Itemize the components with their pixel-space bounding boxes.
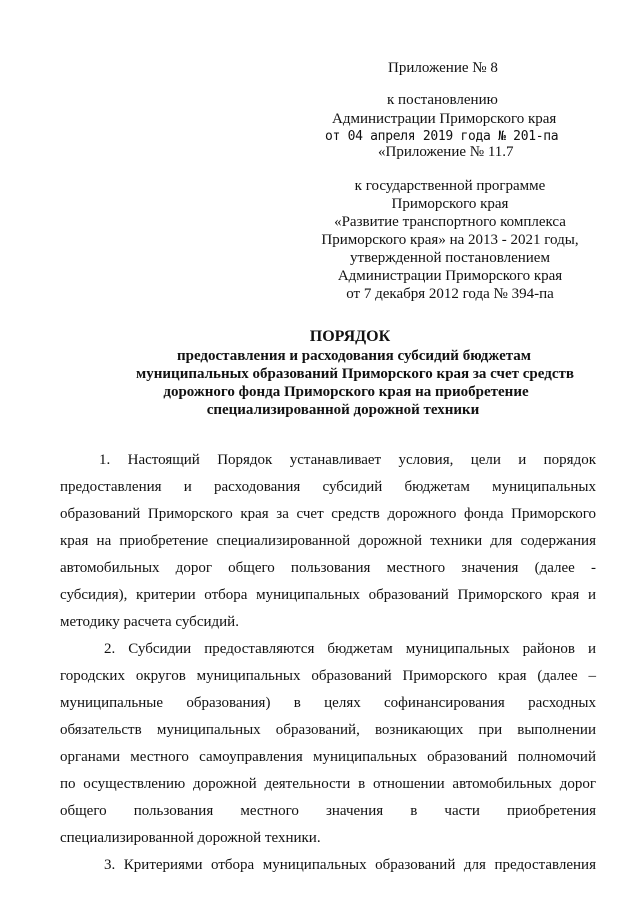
program-ref-line: «Развитие транспортного комплекса [334, 214, 566, 230]
date-stamp: от 04 апреля 2019 года № 201-па [325, 129, 559, 144]
document-title: ПОРЯДОК [309, 328, 391, 345]
program-ref-line: Приморского края [391, 196, 509, 212]
program-ref-line: утвержденной постановлением [350, 250, 550, 266]
para2-line: муниципальные образования) в целях софинансирования расходных [60, 695, 596, 711]
program-ref-line: Администрации Приморского края [337, 268, 563, 284]
para2-line: общего пользования местного значения в части приобретения [60, 803, 596, 819]
title-subline: специализированной дорожной техники [206, 402, 480, 418]
administration-name: Администрации Приморского края [332, 111, 557, 127]
para2-line: органами местного самоуправления муниципальных образований полномочий [60, 749, 596, 765]
para2-line: по осуществлению дорожной деятельности в отношении автомобильных дорог [60, 776, 596, 792]
para1-line: края на приобретение специализированной дорожной техники для содержания [60, 533, 596, 549]
para2-line: обязательств муниципальных образований, возникающих при выполнении [60, 722, 596, 738]
para1-line: предоставления и расходования субсидий бюджетам муниципальных [60, 479, 596, 495]
title-subline: муниципальных образований Приморского края за счет средств [136, 366, 574, 382]
para1-line: образований Приморского края за счет средств дорожного фонда Приморского [60, 506, 596, 522]
para3-line: 3. Критериями отбора муниципальных образований для предоставления [104, 857, 596, 873]
appendix-11-7: «Приложение № 11.7 [378, 144, 514, 160]
para2-line: специализированной дорожной техники. [60, 830, 321, 846]
program-ref-line: к государственной программе [354, 178, 546, 194]
para2-line: 2. Субсидии предоставляются бюджетам муниципальных районов и [104, 641, 596, 657]
title-subline: дорожного фонда Приморского края на приобретение [163, 384, 529, 400]
appendix-number: Приложение № 8 [388, 60, 498, 76]
para2-line: городских округов муниципальных образований Приморского края (далее – [60, 668, 596, 684]
para1-line: 1. Настоящий Порядок устанавливает условия, цели и порядок [99, 452, 596, 468]
para1-line: автомобильных дорог общего пользования местного значения (далее - [60, 560, 596, 576]
title-subline: предоставления и расходования субсидий бюджетам [176, 348, 531, 364]
para1-line: субсидия), критерии отбора муниципальных образований Приморского края и [60, 587, 596, 603]
para1-line: методику расчета субсидий. [60, 614, 239, 630]
program-ref-line: от 7 декабря 2012 года № 394-па [346, 286, 554, 302]
program-ref-line: Приморского края» на 2013 - 2021 годы, [321, 232, 579, 248]
to-resolution: к постановлению [387, 92, 498, 108]
